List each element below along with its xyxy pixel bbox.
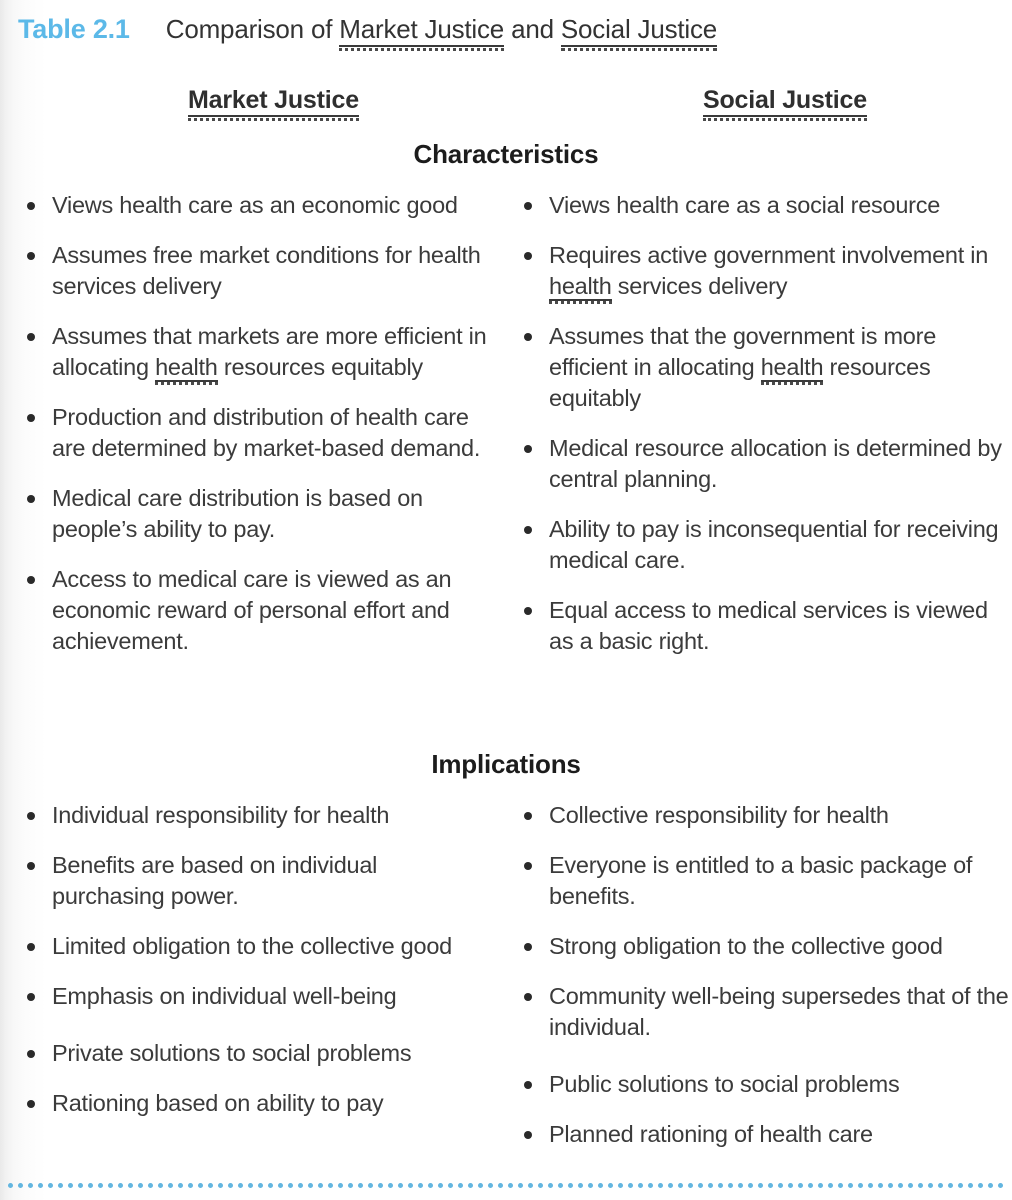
bullet-list [519, 800, 1011, 1150]
table-caption-text [166, 14, 717, 45]
bullet-key-term: health [549, 273, 612, 299]
bullet-text: Individual responsibility for health [52, 802, 390, 828]
bullet-text: Assumes that the government is more efficient in allocating [549, 323, 937, 380]
bullet-text: Assumes that markets are more efficient in allocating [52, 323, 487, 380]
bullet-text: Benefits are based on individual purchasing power. [52, 852, 378, 909]
caption-term-social-justice: Social Justice [561, 14, 717, 47]
bullet-text: Requires active government involvement in [549, 242, 989, 268]
bullet-text-continued: services delivery [611, 273, 788, 299]
bullet-list [22, 800, 492, 1119]
table-number-label: Table 2.1 [18, 14, 130, 44]
bullet-item [519, 931, 1011, 962]
bullet-list [22, 190, 492, 657]
caption-conjunction: and [504, 14, 561, 44]
column-header-market-justice-label: Market Justice [188, 86, 359, 117]
bullet-text: Equal access to medical services is viewed as a basic right. [549, 597, 988, 654]
bullet-item [519, 850, 1011, 912]
bullet-text: Private solutions to social problems [52, 1040, 412, 1066]
caption-prefix: Comparison of [165, 14, 340, 44]
bullet-text: Production and distribution of health care are determined by market-based demand. [52, 404, 481, 461]
bullet-item [22, 321, 492, 383]
bullet-item [22, 800, 492, 831]
section-header-characteristics: Characteristics [413, 139, 599, 169]
characteristics-social-justice-column [519, 190, 1011, 657]
bullet-text: Emphasis on individual well-being [52, 983, 397, 1009]
bullet-item [22, 564, 492, 657]
bullet-item [22, 1038, 492, 1069]
bullet-text: Collective responsibility for health [549, 802, 889, 828]
bullet-key-term: health [155, 354, 218, 380]
characteristics-market-justice-column [22, 190, 492, 657]
column-header-social-justice-label: Social Justice [703, 86, 867, 117]
bullet-key-term: health [760, 354, 824, 380]
bullet-item [519, 514, 1011, 576]
bullet-item [519, 240, 1011, 302]
bullet-item [519, 321, 1011, 414]
bottom-dotted-rule [8, 1183, 1004, 1188]
column-header-social-justice [703, 86, 867, 115]
bullet-item [22, 1088, 492, 1119]
bullet-text: Everyone is entitled to a basic package of benefits. [549, 852, 973, 909]
bullet-item [519, 981, 1011, 1043]
column-header-market-justice [188, 86, 359, 115]
bullet-item [22, 402, 492, 464]
bullet-item [519, 800, 1011, 831]
implications-social-justice-column [519, 800, 1011, 1150]
bullet-text: Ability to pay is inconsequential for receiving medical care. [549, 516, 999, 573]
bullet-item [22, 240, 492, 302]
bullet-text: Rationing based on ability to pay [52, 1090, 384, 1116]
section-header-implications: Implications [431, 749, 581, 779]
column-headers [0, 86, 1012, 126]
bullet-item [22, 850, 492, 912]
bullet-item [22, 483, 492, 545]
bullet-item [519, 433, 1011, 495]
caption-term-market-justice: Market Justice [339, 14, 504, 47]
bullet-text: Views health care as a social resource [549, 192, 941, 218]
bullet-item [519, 1119, 1011, 1150]
bullet-item [22, 931, 492, 962]
bullet-item [519, 190, 1011, 221]
bullet-item [22, 981, 492, 1012]
bullet-text: Views health care as an economic good [52, 192, 458, 218]
bullet-item [519, 595, 1011, 657]
bullet-list [519, 190, 1011, 657]
bullet-text-continued: resources equitably [549, 354, 931, 411]
bullet-text: Access to medical care is viewed as an economic reward of personal effort and achievement. [52, 566, 452, 654]
bullet-text: Public solutions to social problems [549, 1071, 900, 1097]
bullet-text: Community well-being supersedes that of the individual. [549, 983, 1009, 1040]
bullet-text: Medical care distribution is based on people’s ability to pay. [52, 485, 423, 542]
bullet-text: Strong obligation to the collective good [549, 933, 943, 959]
bullet-item [519, 1069, 1011, 1100]
bullet-text: Assumes free market conditions for health services delivery [52, 242, 481, 299]
bullet-text: Limited obligation to the collective good [52, 933, 452, 959]
bullet-text-continued: resources equitably [217, 354, 423, 380]
bullet-item [22, 190, 492, 221]
bullet-text: Planned rationing of health care [549, 1121, 873, 1147]
table-caption [18, 14, 992, 45]
bullet-text: Medical resource allocation is determined by central planning. [549, 435, 1002, 492]
implications-market-justice-column [22, 800, 492, 1119]
